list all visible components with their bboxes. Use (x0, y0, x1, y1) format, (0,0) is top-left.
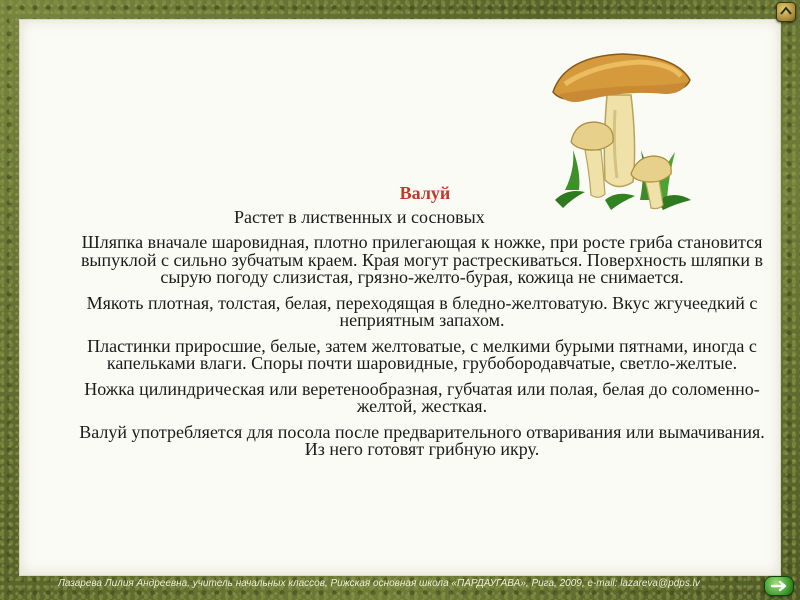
home-icon (777, 3, 795, 21)
home-button[interactable] (776, 2, 796, 22)
habitat-text: Растет в лиственных и сосновых (234, 207, 485, 227)
next-slide-button[interactable] (764, 576, 794, 596)
arrow-right-icon (765, 577, 793, 595)
paragraph-cap: Шляпка вначале шаровидная, плотно прилегающая к ножке, при росте гриба становится выпуклой с сильно зубчатым краем. Края могут растрескиваться. Поверхность шляпки в сырую погоду слизистая, грязно-желто-бурая, кожица не снимается. (80, 232, 764, 287)
paragraph-gills: Пластинки приросшие, белые, затем желтоватые, с мелкими бурыми пятнами, иногда с капельками влаги. Споры почти шаровидные, грубобородавчатые, светло-желтые. (87, 335, 757, 373)
author-footer: Лазарева Лилия Андреевна, учитель начальных классов, Рижская основная школа «ПАРДАУГАВА», Рига, 2009, e-mail: lazareva@pdps.lv (58, 578, 700, 589)
paragraph-flesh: Мякоть плотная, толстая, белая, переходящая в бледно-желтоватую. Вкус жгучеедкий с неприятным запахом. (86, 292, 758, 330)
paragraph-stem: Ножка цилиндрическая или веретенообразная, губчатая или полая, белая до соломенно-желтой, жесткая. (84, 378, 760, 416)
slide-body (72, 234, 772, 467)
paragraph-usage: Валуй употребляется для посола после предварительного отваривания или вымачивания. Из него готовят грибную икру. (79, 421, 765, 459)
slide-title: Валуй (399, 183, 451, 203)
